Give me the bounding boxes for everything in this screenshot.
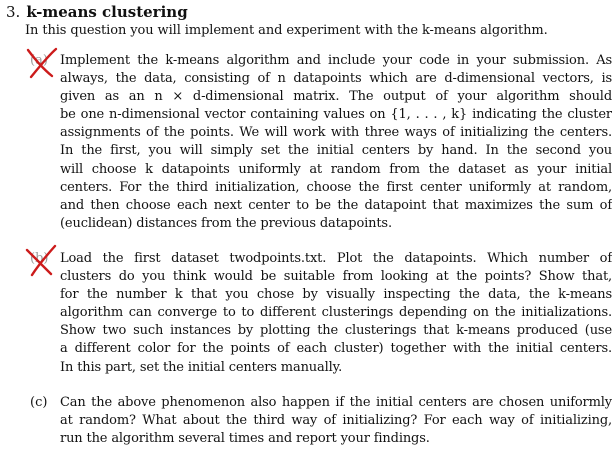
- part-b-text: [60, 250, 612, 377]
- problem-title: k-means clustering: [26, 3, 188, 21]
- part-c-label: (c): [30, 395, 48, 410]
- part-b-line: clusters do you think would be suitable from looking at the points? Show that,: [60, 269, 612, 285]
- part-c-line: run the algorithm several times and report your findings.: [60, 431, 430, 447]
- part-b-line: Load the first dataset twodpoints.txt. Plot the datapoints. Which number of: [60, 251, 612, 266]
- part-a-text: [60, 52, 612, 233]
- part-b: [30, 250, 610, 380]
- part-a-line: be one n-dimensional vector containing values on {1, . . . , k} indicating the cluster: [60, 107, 612, 123]
- part-a-line: given as an n × d-dimensional matrix. The output of your algorithm should: [60, 89, 612, 105]
- part-a-line: Implement the k-means algorithm and include your code in your submission. As: [60, 53, 612, 68]
- part-a-line: assignments of the points. We will work with three ways of initializing the centers.: [60, 125, 612, 141]
- part-b-label: (b): [30, 251, 49, 266]
- problem-number: 3.: [6, 3, 21, 21]
- part-b-line: In this part, set the initial centers manually.: [60, 359, 343, 375]
- part-a: [30, 52, 610, 242]
- part-b-line: Show two such instances by plotting the clusterings that k-means produced (use: [60, 323, 612, 339]
- part-b-line: a different color for the points of each cluster) together with the initial centers.: [60, 341, 612, 357]
- part-a-line: (euclidean) distances from the previous datapoints.: [60, 215, 392, 231]
- problem-heading: [6, 3, 188, 22]
- part-a-line: will choose k datapoints uniformly at random from the dataset as your initial: [60, 161, 612, 177]
- part-c-text: [60, 394, 612, 448]
- part-b-line: for the number k that you chose by visually inspecting the data, the k-means: [60, 287, 612, 303]
- part-a-line: centers. For the third initialization, choose the first center uniformly at random,: [60, 179, 612, 195]
- part-a-line: In the first, you will simply set the initial centers by hand. In the second you: [60, 143, 612, 159]
- part-a-line: always, the data, consisting of n datapoints which are d-dimensional vectors, is: [60, 71, 612, 87]
- part-a-label: (a): [30, 53, 48, 68]
- part-a-line: and then choose each next center to be the datapoint that maximizes the sum of: [60, 197, 612, 213]
- part-c-line: at random? What about the third way of initializing? For each way of initializing,: [60, 413, 612, 429]
- red-cross-mark-icon: [22, 46, 60, 80]
- part-c: [30, 394, 610, 450]
- part-c-line: Can the above phenomenon also happen if the initial centers are chosen uniformly: [60, 395, 612, 410]
- problem-intro: In this question you will implement and experiment with the k-means algorithm.: [25, 23, 548, 38]
- part-b-line: algorithm can converge to to different clusterings depending on the initializations.: [60, 305, 612, 321]
- red-cross-mark-icon: [22, 244, 60, 278]
